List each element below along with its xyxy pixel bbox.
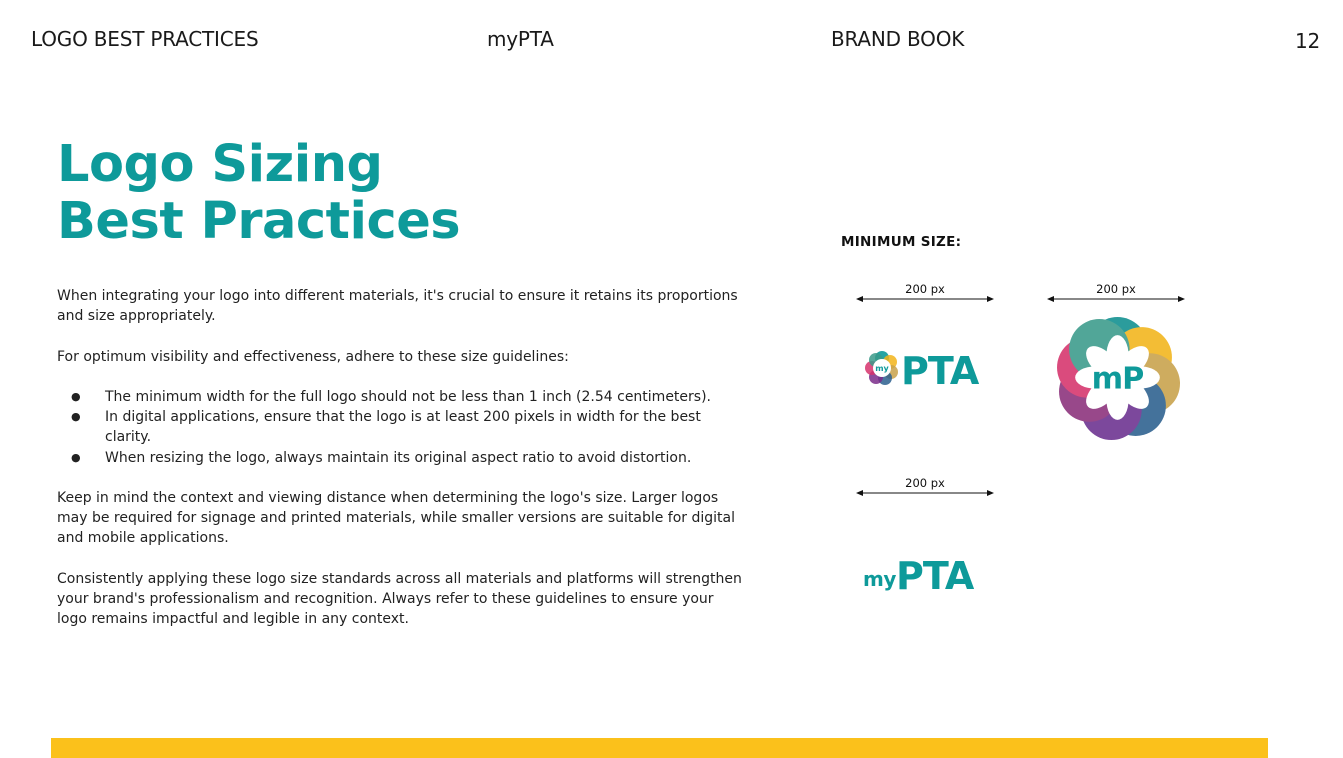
page-title-line-1: Logo Sizing (57, 135, 383, 194)
guidelines-intro: For optimum visibility and effectiveness, adhere to these size guidelines: (57, 348, 569, 365)
intro-paragraph: When integrating your logo into different materials, it's crucial to ensure it retains its proportions and size appropriately. (57, 288, 738, 325)
mypta-wordmark-logo (862, 552, 992, 596)
mypta-full-logo (864, 346, 994, 390)
page-title-line-2: Best Practices (57, 192, 461, 251)
double-arrow-icon (1047, 293, 1185, 305)
double-arrow-icon (856, 293, 994, 305)
dimension-indicator (856, 478, 994, 498)
header-brand-name: myPTA (487, 27, 554, 51)
list-item: ● In digital applications, ensure that the logo is at least 200 pixels in width for the best clarity. (57, 407, 747, 447)
flower-badge-icon (865, 351, 898, 385)
page-title (57, 136, 460, 250)
emblem-text: mP (1091, 361, 1144, 397)
wordmark-prefix: my (863, 567, 896, 591)
context-paragraph: Keep in mind the context and viewing distance when determining the logo's size. Larger logos may be required for signage and printed materials, while smaller versions are suitable for digital and mobile applications. (57, 489, 736, 547)
page-number: 12 (1294, 29, 1320, 53)
header-section-title: LOGO BEST PRACTICES (31, 27, 259, 51)
dimension-indicator (1047, 284, 1185, 304)
dimension-label: 200 px (1096, 282, 1136, 296)
logo-pta-text: PTA (901, 349, 979, 390)
double-arrow-icon (856, 487, 994, 499)
header-book-title: BRAND BOOK (831, 27, 965, 51)
dimension-label: 200 px (905, 282, 945, 296)
list-item: ● When resizing the logo, always maintain its original aspect ratio to avoid distortion. (57, 448, 747, 468)
dimension-label: 200 px (905, 476, 945, 490)
list-item: ● The minimum width for the full logo should not be less than 1 inch (2.54 centimeters). (57, 387, 747, 407)
wordmark-pta: PTA (896, 554, 974, 596)
dimension-indicator (856, 284, 994, 304)
body-copy (57, 286, 747, 650)
closing-paragraph: Consistently applying these logo size standards across all materials and platforms will strengthen your brand's professionalism and recognition. Always refer to these guidelines to ensure your logo remains impactful and legible in any context. (57, 570, 742, 628)
guidelines-list (57, 387, 747, 468)
minimum-size-label: MINIMUM SIZE: (841, 234, 962, 250)
footer-accent-bar (51, 738, 1268, 758)
mypta-emblem-logo (1055, 315, 1180, 440)
svg-text:my: my (875, 364, 889, 373)
